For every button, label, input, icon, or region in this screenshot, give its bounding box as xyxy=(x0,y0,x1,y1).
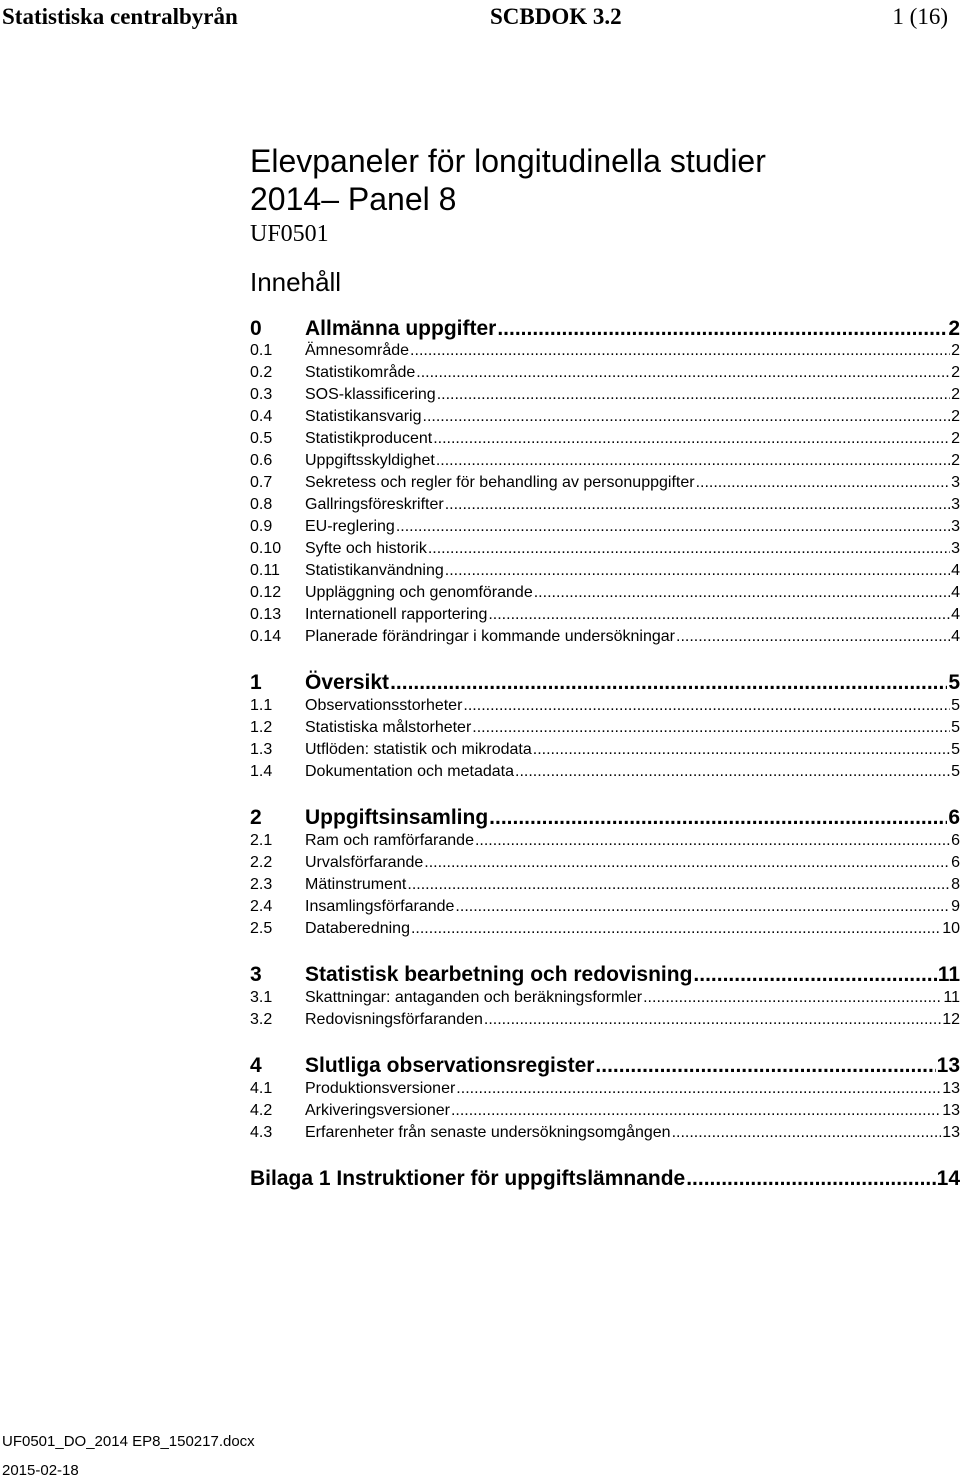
toc-entry-label: Statistikproducent xyxy=(305,430,433,447)
toc-entry-label: Statistisk bearbetning och redovisning xyxy=(305,963,693,986)
toc-entry-page: 2 xyxy=(951,386,960,403)
product-code: UF0501 xyxy=(250,221,329,247)
toc-entry-label: Statistikansvarig xyxy=(305,408,422,425)
toc-subsection-entry[interactable] xyxy=(250,362,960,384)
toc-entry-page: 2 xyxy=(951,342,960,359)
toc-entry-label: Skattningar: antaganden och beräkningsformler xyxy=(305,989,643,1006)
toc-entry-label: Redovisningsförfaranden xyxy=(305,1011,483,1028)
toc-dot-leader xyxy=(533,739,950,761)
toc-entry-label: Bilaga 1 Instruktioner för uppgiftslämnande xyxy=(250,1167,686,1190)
toc-dot-leader xyxy=(428,538,950,560)
toc-dot-leader xyxy=(515,761,950,783)
toc-dot-leader xyxy=(396,516,950,538)
document-subtitle: 2014– Panel 8 xyxy=(250,181,457,217)
toc-entry-page: 2 xyxy=(951,408,960,425)
toc-entry-label: Ram och ramförfarande xyxy=(305,832,474,849)
toc-chapter-entry[interactable] xyxy=(250,805,960,830)
toc-entry-label: Statistiska målstorheter xyxy=(305,719,472,736)
toc-entry-page: 2 xyxy=(951,430,960,447)
toc-dot-leader xyxy=(445,560,950,582)
toc-entry-page: 3 xyxy=(951,496,960,513)
toc-entry-number: 0.2 xyxy=(250,364,273,381)
toc-entry-number: 0.1 xyxy=(250,342,273,359)
toc-entry-number: 4.2 xyxy=(250,1102,273,1119)
toc-entry-page: 6 xyxy=(951,854,960,871)
toc-chapter-entry[interactable] xyxy=(250,316,960,340)
table-of-contents xyxy=(250,316,960,1213)
toc-entry-page: 2 xyxy=(951,452,960,469)
toc-entry-number: 0.5 xyxy=(250,430,273,447)
toc-dot-leader xyxy=(472,717,950,739)
toc-entry-number: 4.1 xyxy=(250,1080,273,1097)
toc-subsection-entry[interactable] xyxy=(250,428,960,450)
toc-subsection-entry[interactable] xyxy=(250,987,960,1009)
toc-entry-page: 5 xyxy=(951,741,960,758)
toc-dot-leader xyxy=(534,582,950,604)
toc-entry-page: 13 xyxy=(942,1124,960,1141)
toc-entry-label: Allmänna uppgifter xyxy=(305,317,497,340)
toc-subsection-entry[interactable] xyxy=(250,450,960,472)
toc-entry-number: 2.1 xyxy=(250,832,273,849)
toc-entry-number: 2.2 xyxy=(250,854,273,871)
toc-entry-number: 0.11 xyxy=(250,562,280,579)
toc-entry-label: Ämnesområde xyxy=(305,342,410,359)
toc-entry-page: 2 xyxy=(951,364,960,381)
toc-dot-leader xyxy=(696,472,951,494)
toc-entry-label: Databeredning xyxy=(305,920,410,937)
toc-entry-label: Statistikanvändning xyxy=(305,562,444,579)
toc-dot-leader xyxy=(595,1053,935,1078)
toc-dot-leader xyxy=(497,316,947,341)
toc-entry-number: 1.4 xyxy=(250,763,273,780)
toc-subsection-entry[interactable] xyxy=(250,896,960,918)
toc-entry-label: Produktionsversioner xyxy=(305,1080,456,1097)
toc-dot-leader xyxy=(455,896,950,918)
page-number: 1 (16) xyxy=(892,4,948,29)
toc-subsection-entry[interactable] xyxy=(250,918,960,940)
toc-dot-leader xyxy=(445,494,950,516)
toc-entry-label: Uppgiftsskyldighet xyxy=(305,452,435,469)
document-id: SCBDOK 3.2 xyxy=(490,4,622,29)
toc-entry-page: 8 xyxy=(951,876,960,893)
toc-subsection-entry[interactable] xyxy=(250,560,960,582)
toc-entry-page: 9 xyxy=(951,898,960,915)
toc-entry-page: 13 xyxy=(942,1080,960,1097)
toc-entry-label: Statistikområde xyxy=(305,364,416,381)
toc-heading: Innehåll xyxy=(250,267,342,297)
toc-entry-number: 0.6 xyxy=(250,452,273,469)
toc-subsection-entry[interactable] xyxy=(250,1078,960,1100)
toc-subsection-entry[interactable] xyxy=(250,1009,960,1031)
toc-chapter-entry[interactable] xyxy=(250,670,960,695)
toc-entry-number: 0 xyxy=(250,317,262,340)
toc-section xyxy=(250,805,960,940)
toc-subsection-entry[interactable] xyxy=(250,1100,960,1122)
toc-appendix-section xyxy=(250,1166,960,1191)
toc-subsection-entry[interactable] xyxy=(250,852,960,874)
toc-dot-leader xyxy=(411,918,941,940)
toc-entry-page: 5 xyxy=(951,697,960,714)
toc-subsection-entry[interactable] xyxy=(250,494,960,516)
toc-subsection-entry[interactable] xyxy=(250,604,960,626)
toc-subsection-entry[interactable] xyxy=(250,516,960,538)
toc-dot-leader xyxy=(433,428,950,450)
toc-appendix-entry[interactable] xyxy=(250,1166,960,1191)
toc-subsection-entry[interactable] xyxy=(250,874,960,896)
toc-dot-leader xyxy=(693,962,936,987)
toc-entry-label: Översikt xyxy=(305,671,390,694)
toc-dot-leader xyxy=(676,626,950,648)
toc-entry-page: 2 xyxy=(948,317,960,340)
toc-dot-leader xyxy=(407,874,950,896)
toc-dot-leader xyxy=(643,987,942,1009)
toc-entry-page: 6 xyxy=(948,806,960,829)
toc-subsection-entry[interactable] xyxy=(250,717,960,739)
toc-chapter-entry[interactable] xyxy=(250,962,960,987)
toc-dot-leader xyxy=(410,340,950,362)
toc-section xyxy=(250,1053,960,1144)
toc-entry-number: 4 xyxy=(250,1054,262,1077)
toc-entry-label: Observationsstorheter xyxy=(305,697,463,714)
toc-dot-leader xyxy=(484,1009,941,1031)
title-block xyxy=(250,142,950,298)
toc-entry-page: 5 xyxy=(948,671,960,694)
toc-entry-page: 4 xyxy=(951,628,960,645)
toc-subsection-entry[interactable] xyxy=(250,695,960,717)
toc-dot-leader xyxy=(456,1078,941,1100)
toc-subsection-entry[interactable] xyxy=(250,626,960,648)
toc-entry-page: 3 xyxy=(951,518,960,535)
toc-dot-leader xyxy=(424,852,950,874)
toc-entry-label: Urvalsförfarande xyxy=(305,854,424,871)
toc-subsection-entry[interactable] xyxy=(250,1122,960,1144)
toc-entry-label: Slutliga observationsregister xyxy=(305,1054,595,1077)
toc-subsection-entry[interactable] xyxy=(250,739,960,761)
toc-subsection-entry[interactable] xyxy=(250,538,960,560)
toc-entry-page: 5 xyxy=(951,763,960,780)
toc-entry-page: 13 xyxy=(936,1054,960,1077)
toc-dot-leader xyxy=(672,1122,942,1144)
toc-subsection-entry[interactable] xyxy=(250,761,960,783)
page-header xyxy=(0,0,960,42)
toc-entry-label: SOS-klassificering xyxy=(305,386,436,403)
toc-entry-number: 2 xyxy=(250,806,262,829)
toc-entry-label: Sekretess och regler för behandling av personuppgifter xyxy=(305,474,695,491)
toc-entry-number: 0.13 xyxy=(250,606,282,623)
toc-entry-page: 4 xyxy=(951,562,960,579)
toc-entry-number: 2.3 xyxy=(250,876,273,893)
toc-entry-number: 3 xyxy=(250,963,262,986)
toc-entry-label: Erfarenheter från senaste undersökningsomgången xyxy=(305,1124,671,1141)
toc-entry-number: 2.4 xyxy=(250,898,273,915)
toc-entry-number: 0.9 xyxy=(250,518,273,535)
toc-entry-label: Planerade förändringar i kommande undersökningar xyxy=(305,628,675,645)
toc-entry-number: 1.2 xyxy=(250,719,273,736)
toc-entry-number: 0.3 xyxy=(250,386,273,403)
toc-dot-leader xyxy=(488,604,950,626)
toc-entry-number: 0.4 xyxy=(250,408,273,425)
toc-entry-page: 11 xyxy=(943,989,960,1006)
footer-filename: UF0501_DO_2014 EP8_150217.docx xyxy=(2,1433,255,1450)
toc-entry-page: 12 xyxy=(942,1011,960,1028)
toc-entry-label: Dokumentation och metadata xyxy=(305,763,515,780)
toc-subsection-entry[interactable] xyxy=(250,340,960,362)
toc-subsection-entry[interactable] xyxy=(250,406,960,428)
toc-entry-page: 11 xyxy=(937,963,960,986)
toc-dot-leader xyxy=(686,1166,935,1191)
toc-subsection-entry[interactable] xyxy=(250,582,960,604)
organization-name: Statistiska centralbyrån xyxy=(2,4,238,29)
toc-subsection-entry[interactable] xyxy=(250,384,960,406)
toc-entry-page: 4 xyxy=(951,606,960,623)
toc-section xyxy=(250,962,960,1031)
toc-entry-number: 2.5 xyxy=(250,920,273,937)
toc-entry-number: 4.3 xyxy=(250,1124,273,1141)
toc-dot-leader xyxy=(436,450,950,472)
toc-entry-page: 13 xyxy=(942,1102,960,1119)
toc-entry-number: 1.1 xyxy=(250,697,273,714)
toc-entry-page: 3 xyxy=(951,540,960,557)
toc-section xyxy=(250,316,960,648)
toc-entry-label: EU-reglering xyxy=(305,518,395,535)
toc-entry-page: 14 xyxy=(936,1167,960,1190)
toc-entry-number: 1.3 xyxy=(250,741,273,758)
toc-entry-number: 0.7 xyxy=(250,474,273,491)
toc-entry-label: Uppgiftsinsamling xyxy=(305,806,489,829)
toc-entry-number: 0.8 xyxy=(250,496,273,513)
toc-entry-number: 3.2 xyxy=(250,1011,273,1028)
toc-entry-number: 1 xyxy=(250,671,262,694)
toc-dot-leader xyxy=(489,805,947,830)
toc-dot-leader xyxy=(475,830,950,852)
toc-chapter-entry[interactable] xyxy=(250,1053,960,1078)
toc-dot-leader xyxy=(437,384,950,406)
toc-entry-label: Insamlingsförfarande xyxy=(305,898,455,915)
toc-subsection-entry[interactable] xyxy=(250,830,960,852)
toc-dot-leader xyxy=(390,670,947,695)
toc-entry-label: Internationell rapportering xyxy=(305,606,488,623)
toc-entry-page: 4 xyxy=(951,584,960,601)
toc-entry-page: 10 xyxy=(942,920,960,937)
toc-subsection-entry[interactable] xyxy=(250,472,960,494)
toc-entry-page: 3 xyxy=(951,474,960,491)
toc-entry-page: 6 xyxy=(951,832,960,849)
toc-entry-label: Syfte och historik xyxy=(305,540,427,557)
document-title: Elevpaneler för longitudinella studier xyxy=(250,143,766,179)
toc-entry-label: Arkiveringsversioner xyxy=(305,1102,450,1119)
toc-entry-number: 3.1 xyxy=(250,989,273,1006)
toc-entry-number: 0.14 xyxy=(250,628,282,645)
toc-dot-leader xyxy=(416,362,950,384)
toc-entry-label: Gallringsföreskrifter xyxy=(305,496,444,513)
toc-entry-label: Mätinstrument xyxy=(305,876,407,893)
toc-dot-leader xyxy=(451,1100,941,1122)
toc-entry-number: 0.12 xyxy=(250,584,282,601)
toc-dot-leader xyxy=(423,406,951,428)
toc-entry-number: 0.10 xyxy=(250,540,282,557)
toc-section xyxy=(250,670,960,783)
footer-date: 2015-02-18 xyxy=(2,1462,79,1479)
toc-dot-leader xyxy=(463,695,950,717)
toc-entry-label: Uppläggning och genomförande xyxy=(305,584,533,601)
toc-entry-label: Utflöden: statistik och mikrodata xyxy=(305,741,532,758)
toc-entry-page: 5 xyxy=(951,719,960,736)
